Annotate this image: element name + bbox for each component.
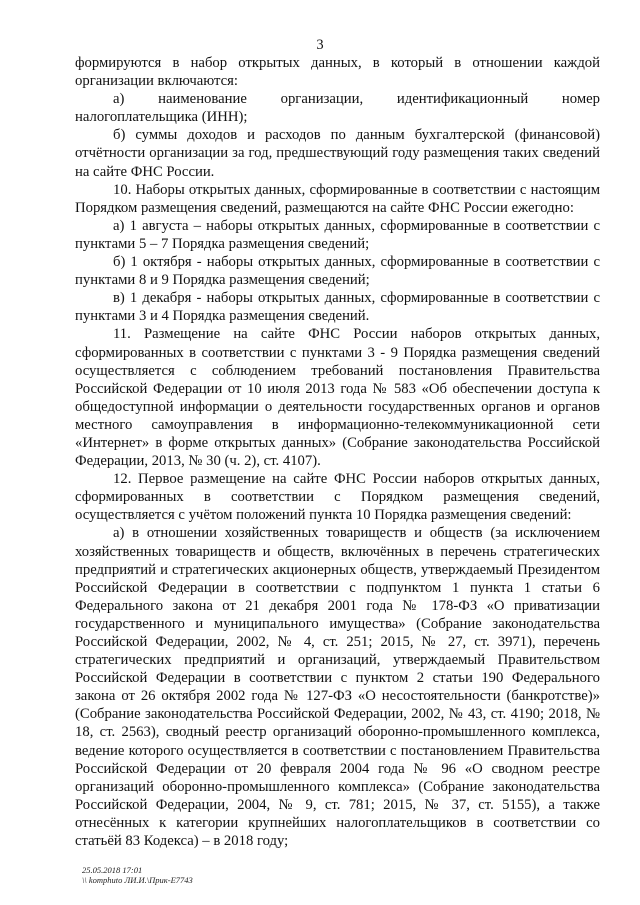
paragraph-item-b-sums: б) суммы доходов и расходов по данным бухгалтерской (финансовой) отчётности организации за год, предшествующий году размещения таких сведений на сайте ФНС России. [75, 127, 600, 180]
paragraph-section-11: 11. Размещение на сайте ФНС России наборов открытых данных, сформированных в соответствии с пунктами 3 - 9 Порядка размещения сведений осуществляется с соблюдением требований постановления Правительства Российской Федерации от 10 июля 2013 года № 583 «Об обеспечении доступа к общедоступной информации о деятельности государственных органов и органов местного самоуправления в информационно-телекоммуникационной сети «Интернет» в форме открытых данных» (Собрание законодательства Российской Федерации, 2013, № 30 (ч. 2), ст. 4107). [75, 326, 600, 470]
paragraph-section-12-item-a: а) в отношении хозяйственных товариществ и обществ (за исключением хозяйственных товариществ и обществ, включённых в перечень стратегических предприятий и стратегических акционерных обществ, утверждаемый Президентом Российской Федерации в соответствии с подпунктом 1 пункта 1 статьи 6 Федерального закона от 21 декабря 2001 года № 178-ФЗ «О приватизации государственного и муниципального имущества» (Собрание законодательства Российской Федерации, 2002, № 4, ст. 251; 2015, № 27, ст. 3971), перечень стратегических предприятий и организаций, утверждаемый Правительством Российской Федерации в соответствии с пунктом 2 статьи 190 Федерального закона от 26 октября 2002 года № 127-ФЗ «О несостоятельности (банкротстве)» (Собрание законодательства Российской Федерации, 2002, № 43, ст. 4190; 2018, № 18, ст. 2563), сводный реестр организаций оборонно-промышленного комплекса, ведение которого осуществляется в соответствии с постановлением Правительства Российской Федерации от 20 февраля 2004 года № 96 «О сводном реестре организаций оборонно-промышленного комплекса» (Собрание законодательства Российской Федерации, 2004, № 9, ст. 781; 2015, № 37, ст. 5155), а также отнесённых к категории крупнейших налогоплательщиков в соответствии со статьёй 83 Кодекса) – в 2018 году; [75, 525, 600, 850]
footer-stamp [82, 865, 193, 885]
footer-timestamp: 25.05.2018 17:01 [82, 865, 143, 875]
page-number: 3 [316, 37, 324, 53]
paragraph-item-c-december: в) 1 декабря - наборы открытых данных, сформированные в соответствии с пунктами 3 и 4 Порядка размещения сведений. [75, 290, 600, 325]
paragraph-section-10: 10. Наборы открытых данных, сформированные в соответствии с настоящим Порядком размещения сведений, размещаются на сайте ФНС России ежегодно: [75, 181, 600, 216]
paragraph-continuation: формируются в набор открытых данных, в который в отношении каждой организации включаются: [75, 55, 600, 90]
paragraph-item-b-october: б) 1 октября - наборы открытых данных, сформированные в соответствии с пунктами 8 и 9 Порядка размещения сведений; [75, 254, 600, 289]
document-body [75, 54, 600, 850]
paragraph-item-a-august: а) 1 августа – наборы открытых данных, сформированные в соответствии с пунктами 5 – 7 Порядка размещения сведений; [75, 217, 600, 252]
paragraph-section-12: 12. Первое размещение на сайте ФНС России наборов открытых данных, сформированных в соответствии с Порядком размещения сведений, осуществляется с учётом положений пункта 10 Порядка размещения сведений: [75, 471, 600, 524]
footer-file-path: \\ komphuto ЛИ.И.\Прик-Е7743 [82, 875, 193, 885]
paragraph-item-a-name: а) наименование организации, идентификационный номер налогоплательщика (ИНН); [75, 91, 600, 126]
